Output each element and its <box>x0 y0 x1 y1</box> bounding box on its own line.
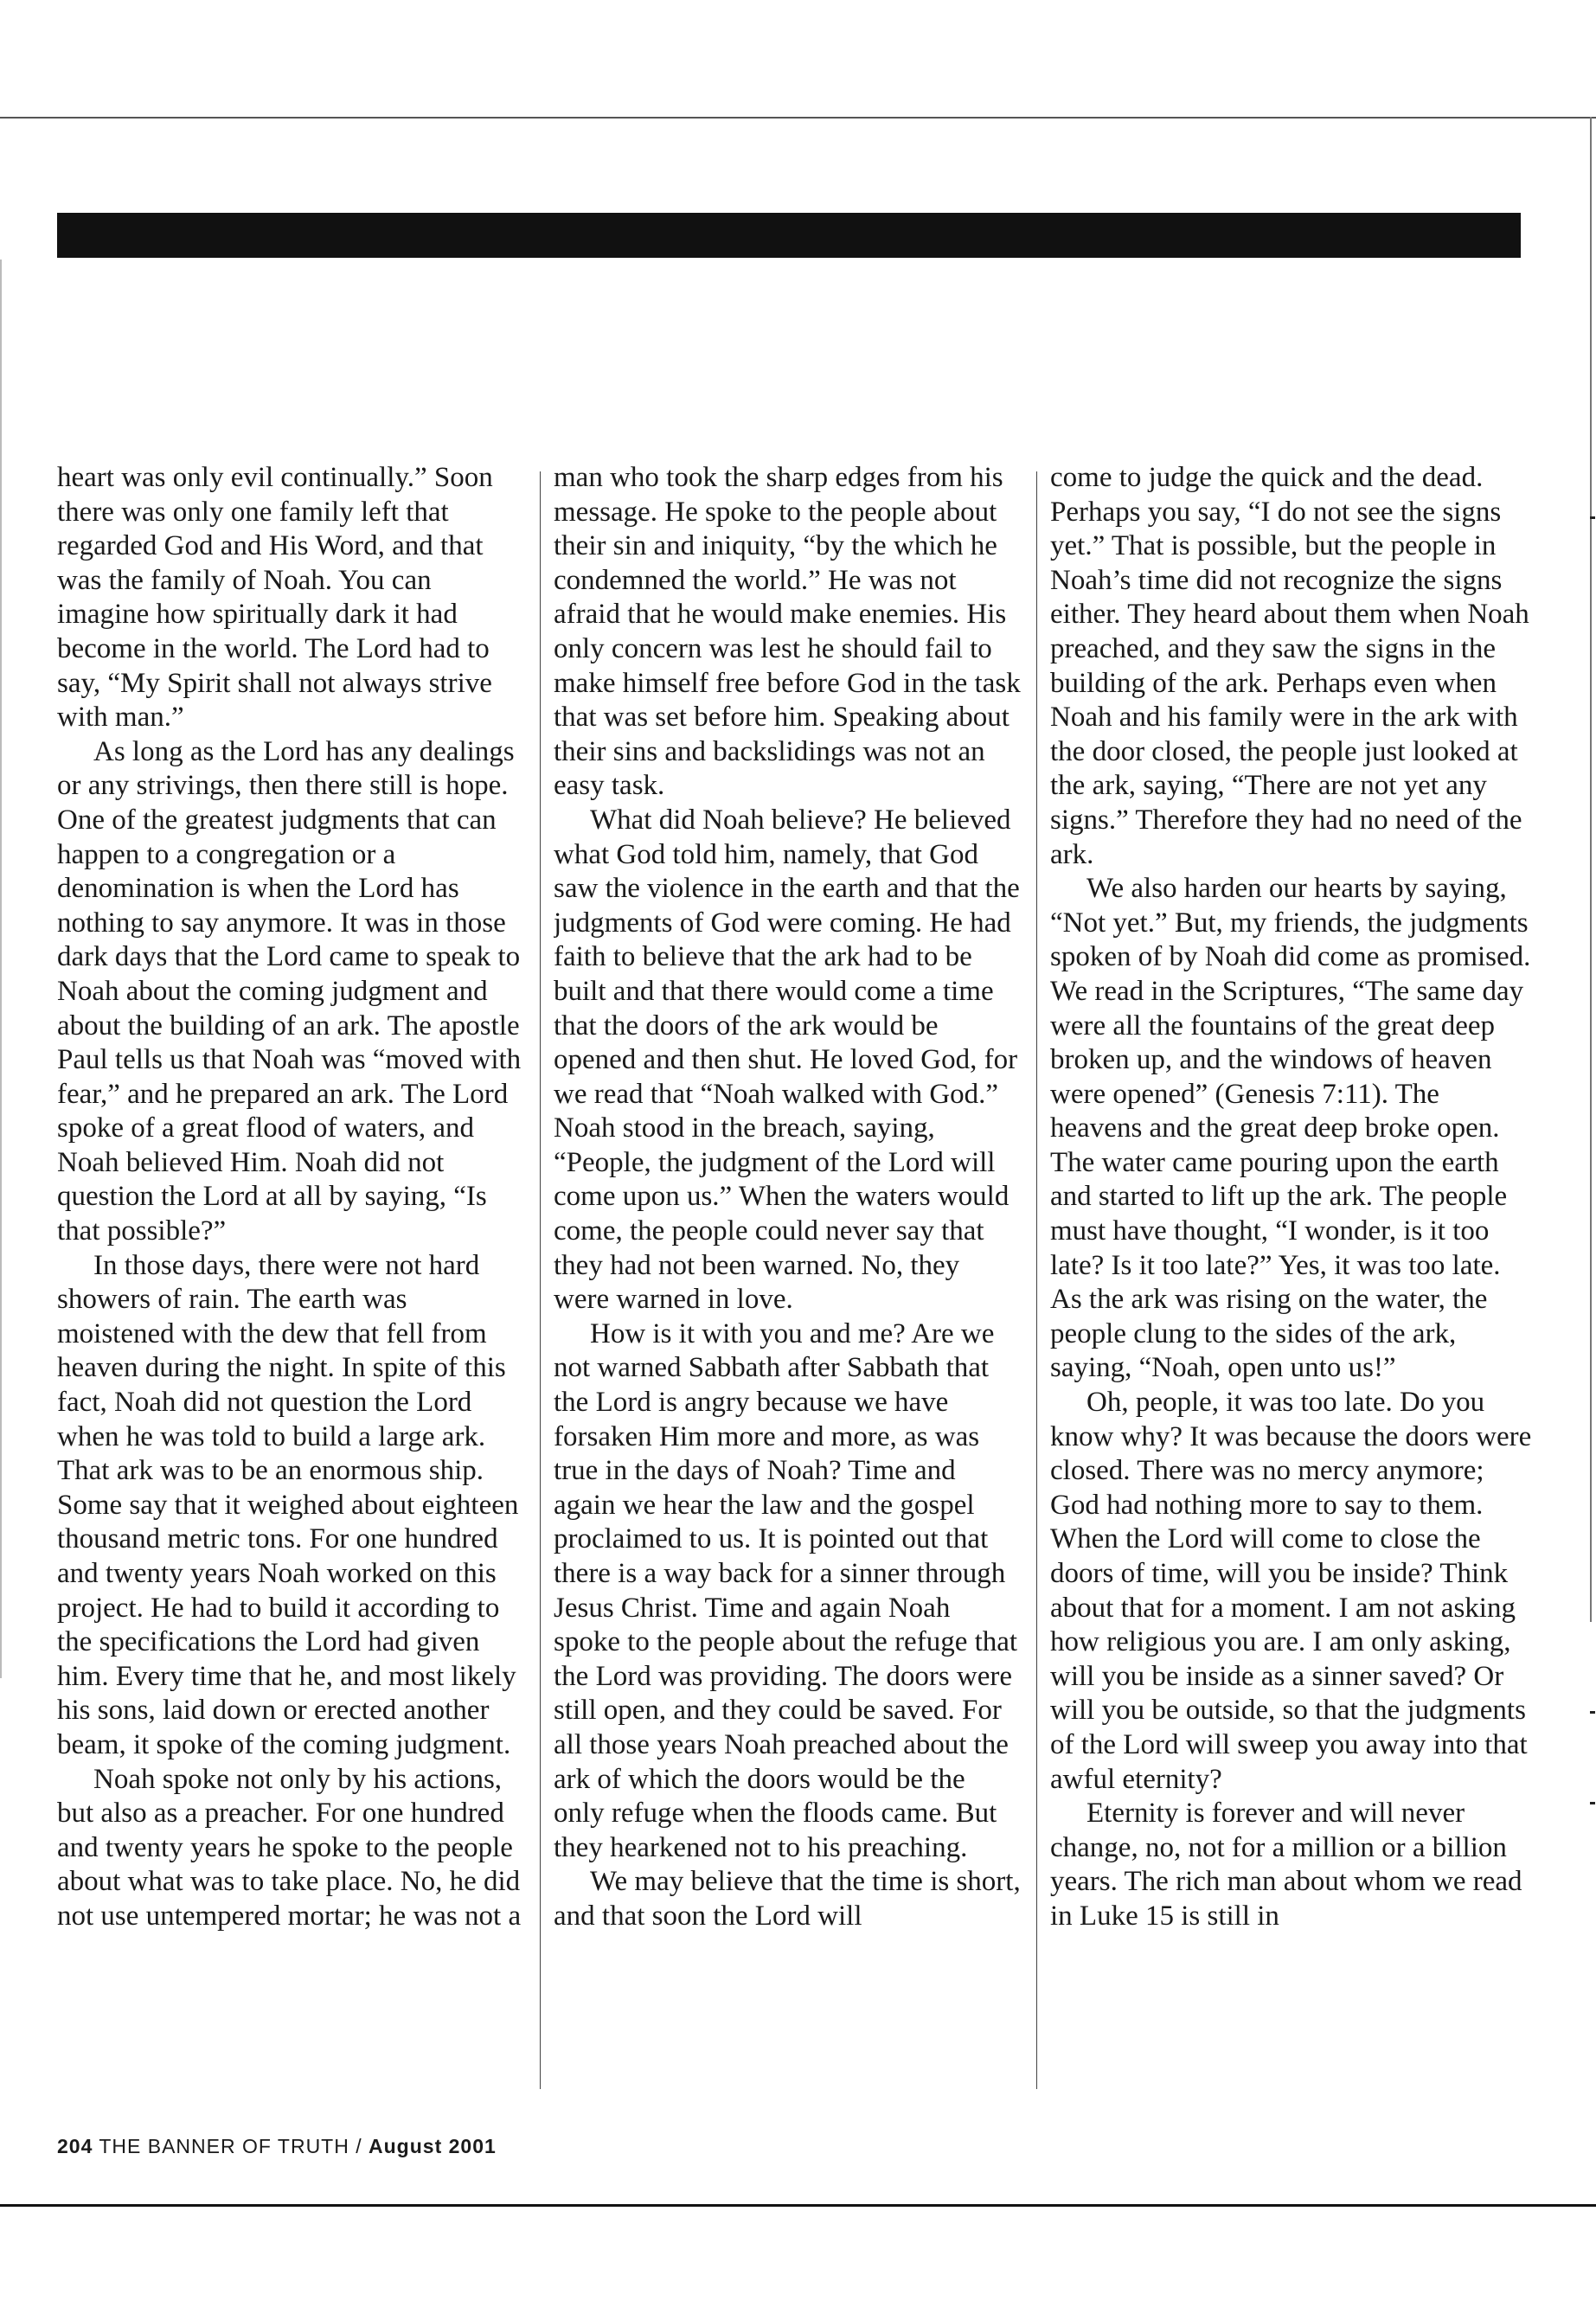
edge-mark <box>1590 1802 1595 1804</box>
publication-title: THE BANNER OF TRUTH <box>99 2135 349 2157</box>
page-footer <box>57 2135 497 2158</box>
text-column-1 <box>57 461 524 2105</box>
paragraph: What did Noah believe? He believed what God told him, namely, that God saw the violence in the earth and that the judgments of God were coming. He had faith to believe that the ark had to be built and that there would come a time that the doors of the ark would be opened and then shut. He loved God, for we read that “Noah walked with God.” Noah stood in the breach, saying, “People, the judgment of the Lord will come upon us.” When the waters would come, the people could never say that they had not been warned. No, they were warned in love. <box>554 804 1020 1316</box>
column-divider-1 <box>540 471 541 2089</box>
paragraph: Oh, people, it was too late. Do you know why? It was because the doors were closed. There was no mercy anymore; God had nothing more to say to them. When the Lord will come to close the doors of time, will you be inside? Think about that for a moment. I am not asking how religious you are. I am only asking, will you be inside as a sinner saved? Or will you be outside, so that the judgments of the Lord will sweep you away into that awful eternity? <box>1050 1387 1532 1795</box>
bottom-rule <box>0 2204 1596 2207</box>
paragraph: How is it with you and me? Are we not warned Sabbath after Sabbath that the Lord is angry because we have forsaken Him more and more, as was true in the days of Noah? Time and again we hear the law and the gospel proclaimed to us. It is pointed out that there is a way back for a sinner through Jesus Christ. Time and again Noah spoke to the people about the refuge that the Lord was providing. The doors were still open, and they could be saved. For all those years Noah preached about the ark of which the doors would be the only refuge when the floods came. But they hearkened not to his preaching. <box>554 1317 1018 1863</box>
edge-mark <box>1590 1711 1595 1714</box>
paragraph: heart was only evil continually.” Soon there was only one family left that regarded God and His Word, and that was the family of Noah. You can imagine how spiritually dark it had become in the world. The Lord had to say, “My Spirit shall not always strive with man.” <box>57 462 493 734</box>
page-number: 204 <box>57 2135 93 2157</box>
paragraph: We may believe that the time is short, and that soon the Lord will <box>554 1866 1021 1932</box>
header-bar <box>57 213 1521 258</box>
issue-date: August 2001 <box>369 2135 497 2157</box>
paragraph: come to judge the quick and the dead. Perhaps you say, “I do not see the signs yet.” That is possible, but the people in Noah’s time did not recognize the signs either. They heard about them when Noah preached, and they saw the signs in the building of the ark. Perhaps even when Noah and his family were in the ark with the door closed, the people just looked at the ark, saying, “There are not yet any signs.” Therefore they had no need of the ark. <box>1050 462 1529 870</box>
footer-separator: / <box>356 2135 362 2157</box>
left-page-edge <box>0 260 2 1678</box>
paragraph: As long as the Lord has any dealings or any strivings, then there still is hope. One of the greatest judgments that can happen to a congregation or a denomination is when the Lord has nothing to say anymore. It was in those dark days that the Lord came to speak to Noah about the coming judgment and about the building of an ark. The apostle Paul tells us that Noah was “moved with fear,” and he prepared an ark. The Lord spoke of a great flood of waters, and Noah believed Him. Noah did not question the Lord at all by saying, “Is that possible?” <box>57 735 522 1247</box>
paragraph: man who took the sharp edges from his message. He spoke to the people about their sin and iniquity, “by the which he condemned the world.” He was not afraid that he would make enemies. His only concern was lest he should fail to make himself free before God in the task that was set before him. Speaking about their sins and backslidings was not an easy task. <box>554 462 1021 802</box>
text-column-2 <box>554 461 1021 2105</box>
paragraph: Eternity is forever and will never change, no, not for a million or a billion years. The rich man about whom we read in Luke 15 is still in <box>1050 1798 1522 1932</box>
right-page-edge <box>1590 117 1592 1622</box>
text-column-3 <box>1050 461 1535 2105</box>
top-rule <box>0 117 1596 119</box>
paragraph: Noah spoke not only by his actions, but also as a preacher. For one hundred and twenty years he spoke to the people about what was to take place. No, he did not use untempered mortar; he was not a <box>57 1763 522 1932</box>
edge-mark <box>1590 516 1595 519</box>
paragraph: We also harden our hearts by saying, “Not yet.” But, my friends, the judgments spoken of by Noah did come as promised. We read in the Scriptures, “The same day were all the fountains of the great deep broken up, and the windows of heaven were opened” (Genesis 7:11). The heavens and the great deep broke open. The water came pouring upon the earth and started to lift up the ark. The people must have thought, “I wonder, is it too late? Is it too late?” Yes, it was too late. As the ark was rising on the water, the people clung to the sides of the ark, saying, “Noah, open unto us!” <box>1050 873 1531 1384</box>
paragraph: In those days, there were not hard showers of rain. The earth was moistened with the dew that fell from heaven during the night. In spite of this fact, Noah did not question the Lord when he was told to build a large ark. That ark was to be an enormous ship. Some say that it weighed about eighteen thousand metric tons. For one hundred and twenty years Noah worked on this project. He had to build it according to the specifications the Lord had given him. Every time that he, and most likely his sons, laid down or erected another beam, it spoke of the coming judgment. <box>57 1249 519 1760</box>
column-divider-2 <box>1036 471 1037 2089</box>
